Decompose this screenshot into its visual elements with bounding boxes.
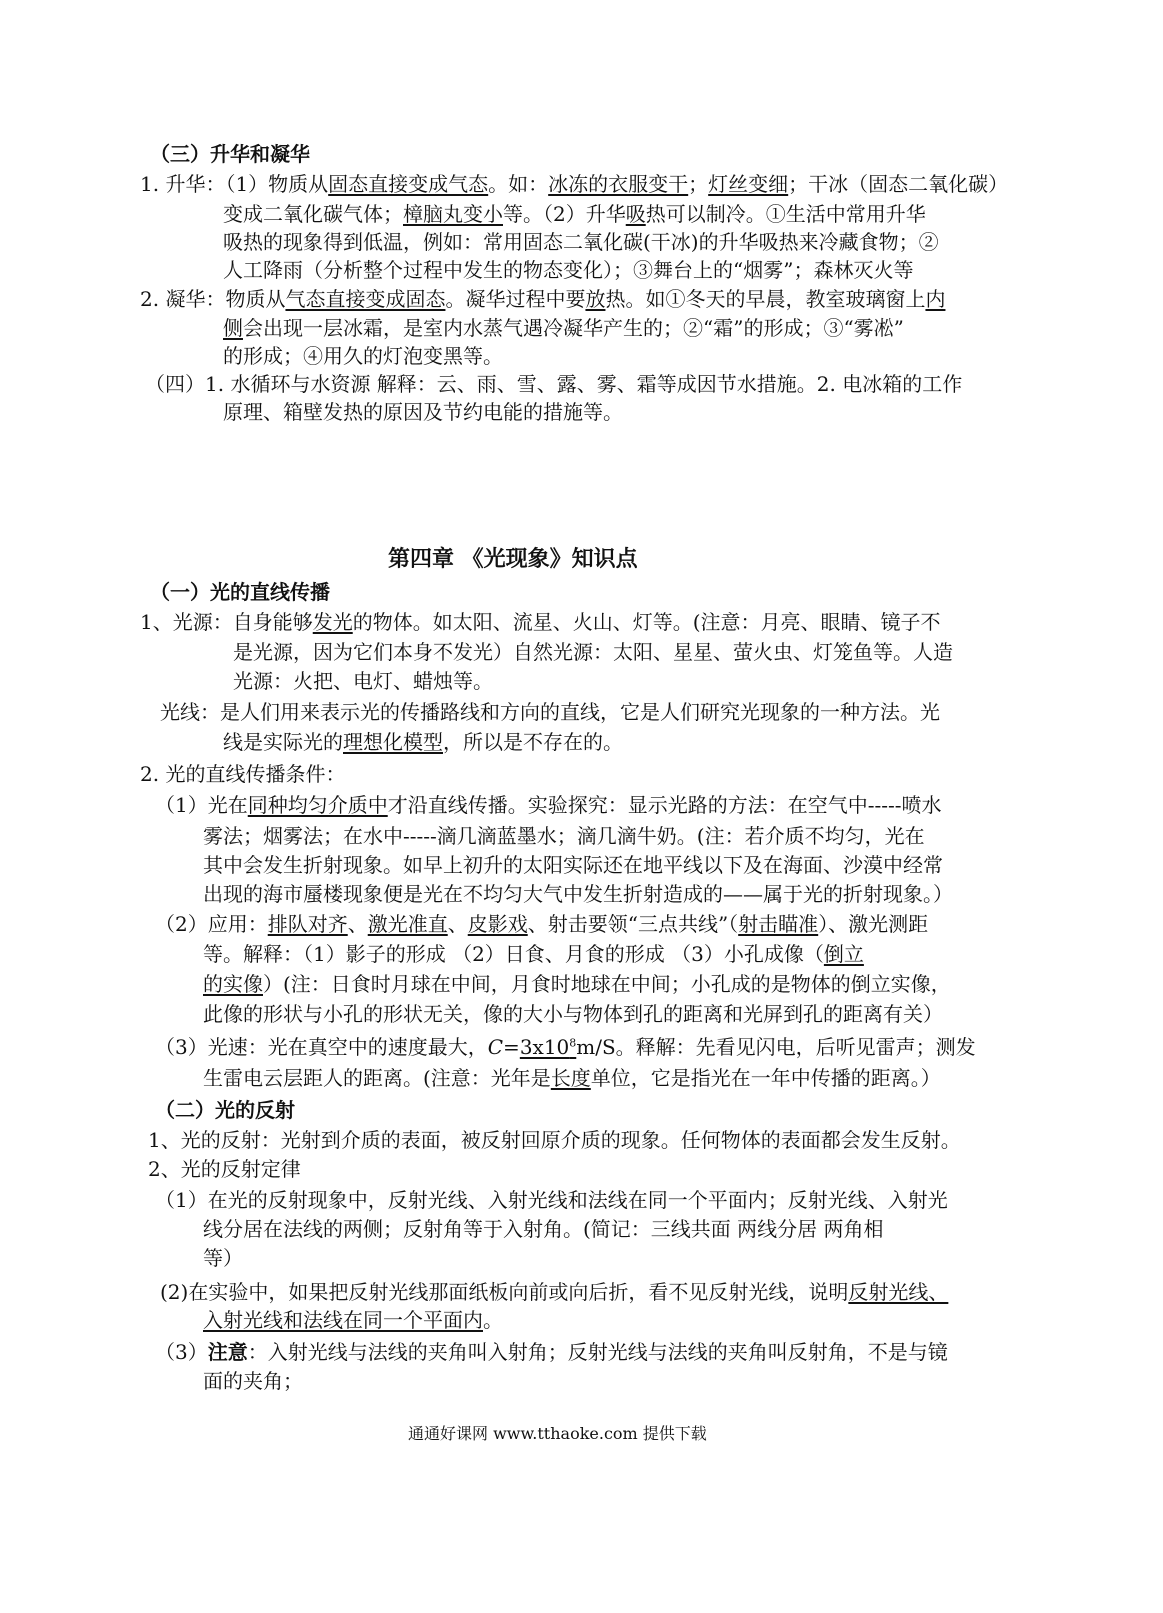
chapter-title: 第四章 《光现象》知识点 <box>388 546 638 572</box>
sublimation-line-2: 变成二氧化碳气体；樟脑丸变小等。（2）升华吸热可以制冷。①生活中常用升华 <box>223 202 926 226</box>
part4-line-1: （四）1. 水循环与水资源 解释：云、雨、雪、露、雾、霜等成因节水措施。2. 电冰箱的工作 <box>145 372 963 396</box>
law-2-line-1: (2)在实验中，如果把反射光线那面纸板向前或向后折，看不见反射光线，说明反射光线、 <box>160 1280 949 1304</box>
application-line-3: 的实像）(注：日食时月球在中间，月食时地球在中间；小孔成的是物体的倒立实像， <box>203 972 951 996</box>
law-3-line-1: （3）注意：入射光线与法线的夹角叫入射角；反射光线与法线的夹角叫反射角，不是与镜 <box>155 1340 948 1364</box>
reflection-law-heading: 2、光的反射定律 <box>148 1157 301 1181</box>
condition-1-line-2: 雾法；烟雾法；在水中-----滴几滴蓝墨水；滴几滴牛奶。(注：若介质不均匀，光在 <box>203 824 925 848</box>
law-1-line-2: 线分居在法线的两侧；反射角等于入射角。(简记：三线共面 两线分居 两角相 <box>203 1217 884 1241</box>
condition-1-line-3: 其中会发生折射现象。如早上初升的太阳实际还在地平线以下及在海面、沙漠中经常 <box>203 853 943 877</box>
deposition-line-1: 2. 凝华：物质从气态直接变成固态。凝华过程中要放热。如①冬天的早晨，教室玻璃窗上内 <box>140 287 946 311</box>
sublimation-line-1: 1. 升华：（1）物质从固态直接变成气态。如：冰冻的衣服变干；灯丝变细；干冰（固态二氧化碳） <box>140 172 1009 196</box>
section-heading-reflection: （二）光的反射 <box>155 1098 295 1122</box>
light-speed-line-2: 生雷电云层距人的距离。(注意：光年是长度单位，它是指光在一年中传播的距离。） <box>203 1066 941 1090</box>
condition-1-line-4: 出现的海市蜃楼现象便是光在不均匀大气中发生折射造成的——属于光的折射现象。） <box>203 882 953 906</box>
page-footer: 通通好课网 www.tthaoke.com 提供下载 <box>408 1424 707 1443</box>
application-line-2: 等。解释：（1）影子的形成 （2）日食、月食的形成 （3）小孔成像（倒立 <box>203 942 864 966</box>
deposition-line-2: 侧会出现一层冰霜，是室内水蒸气遇冷凝华产生的；②“霜”的形成；③“雾凇” <box>223 316 904 340</box>
light-source-line-1: 1、光源：自身能够发光的物体。如太阳、流星、火山、灯等。(注意：月亮、眼睛、镜子不 <box>140 610 941 634</box>
light-ray-line-2: 线是实际光的理想化模型，所以是不存在的。 <box>223 730 623 754</box>
reflection-definition: 1、光的反射：光射到介质的表面，被反射回原介质的现象。任何物体的表面都会发生反射。 <box>148 1128 961 1152</box>
application-line-1: （2）应用：排队对齐、激光准直、皮影戏、射击要领“三点共线”（射击瞄准）、激光测距 <box>155 912 929 936</box>
sublimation-line-4: 人工降雨（分析整个过程中发生的物态变化）；③舞台上的“烟雾”；森林灭火等 <box>223 258 914 282</box>
light-ray-line-1: 光线：是人们用来表示光的传播路线和方向的直线，它是人们研究光现象的一种方法。光 <box>160 700 940 724</box>
condition-heading: 2. 光的直线传播条件： <box>140 762 346 786</box>
law-2-line-2: 入射光线和法线在同一个平面内。 <box>203 1308 503 1332</box>
condition-1-line-1: （1）光在同种均匀介质中才沿直线传播。实验探究：显示光路的方法：在空气中-----喷水 <box>155 793 942 817</box>
section-heading-straight-propagation: （一）光的直线传播 <box>150 580 330 604</box>
deposition-line-3: 的形成；④用久的灯泡变黑等。 <box>223 344 503 368</box>
part4-line-2: 原理、箱壁发热的原因及节约电能的措施等。 <box>223 400 623 424</box>
light-source-line-3: 光源：火把、电灯、蜡烛等。 <box>233 669 493 693</box>
light-source-line-2: 是光源，因为它们本身不发光）自然光源：太阳、星星、萤火虫、灯笼鱼等。人造 <box>233 640 953 664</box>
application-line-4: 此像的形状与小孔的形状无关，像的大小与物体到孔的距离和光屏到孔的距离有关） <box>203 1002 943 1026</box>
law-3-line-2: 面的夹角； <box>203 1369 303 1393</box>
law-1-line-1: （1）在光的反射现象中，反射光线、入射光线和法线在同一个平面内；反射光线、入射光 <box>155 1188 948 1212</box>
law-1-line-3: 等） <box>203 1246 243 1270</box>
light-speed-line-1: （3）光速：光在真空中的速度最大，$C=3x10^8m/S$。释解：先看见闪电，后听见雷声；测发 <box>155 1035 976 1059</box>
section-heading-sublimation: （三）升华和凝华 <box>150 142 310 166</box>
sublimation-line-3: 吸热的现象得到低温，例如：常用固态二氧化碳(干冰)的升华吸热来冷藏食物；② <box>223 230 939 254</box>
